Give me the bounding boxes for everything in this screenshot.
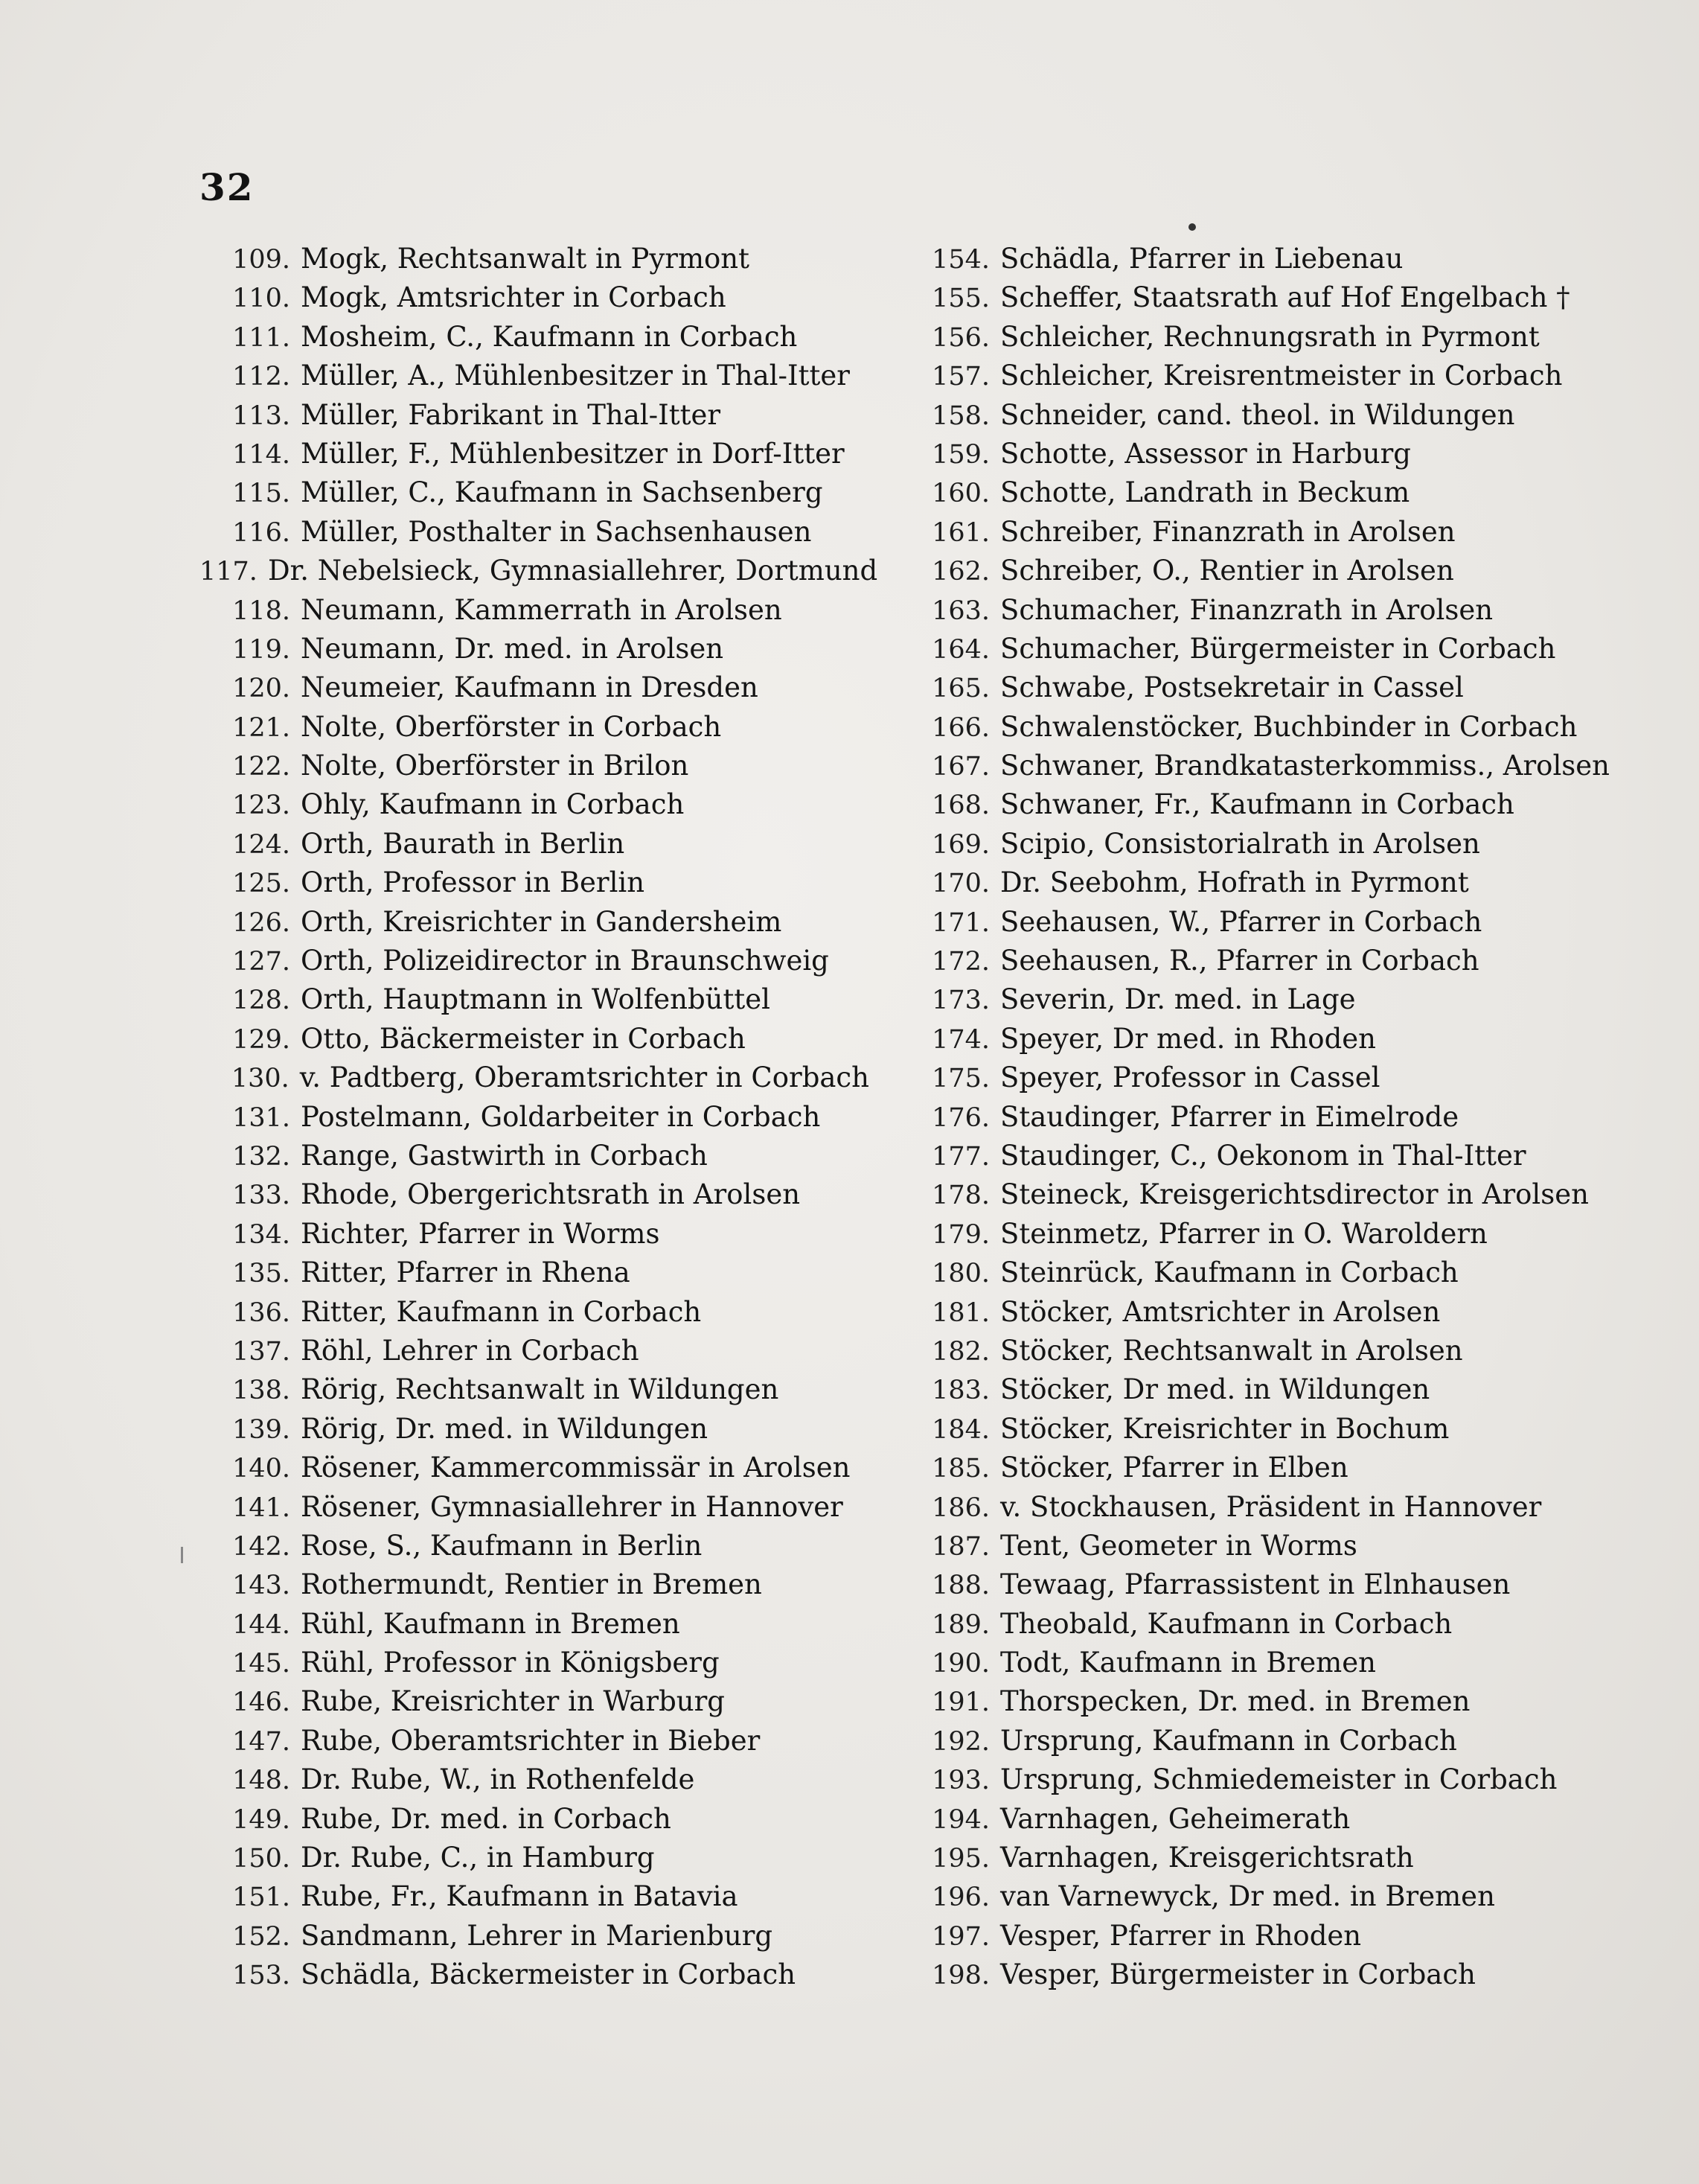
- entry-text: Stöcker, Kreisrichter in Bochum: [1000, 1412, 1450, 1445]
- list-item: [199, 473, 869, 512]
- list-item: [199, 1605, 869, 1644]
- list-item: [899, 1565, 1643, 1604]
- entry-number: 142.: [232, 1531, 290, 1562]
- entry-text: v. Stockhausen, Präsident in Hannover: [1000, 1490, 1542, 1523]
- entry-text: Varnhagen, Geheimerath: [1000, 1802, 1351, 1835]
- entry-number: 181.: [932, 1297, 990, 1328]
- list-item: [899, 785, 1643, 824]
- entry-number: 119.: [232, 634, 290, 665]
- entry-text: Speyer, Professor in Cassel: [1000, 1061, 1380, 1094]
- entry-text: Rösener, Gymnasiallehrer in Hannover: [301, 1490, 843, 1523]
- entry-number: 145.: [232, 1649, 290, 1679]
- left-column-list: [199, 240, 878, 1995]
- list-item: [899, 435, 1643, 473]
- entry-text: Theobald, Kaufmann in Corbach: [1000, 1607, 1453, 1640]
- entry-number: 195.: [932, 1844, 990, 1874]
- entry-number: 197.: [932, 1921, 990, 1952]
- entry-number: 176.: [932, 1102, 990, 1133]
- ink-dot: [1188, 223, 1196, 231]
- entry-text: Scheffer, Staatsrath auf Hof Engelbach †: [1000, 281, 1570, 314]
- entry-number: 192.: [932, 1726, 990, 1757]
- list-item: [899, 630, 1643, 668]
- list-item: [199, 1800, 869, 1839]
- entry-text: Ursprung, Kaufmann in Corbach: [1000, 1724, 1457, 1757]
- entry-text: Nolte, Oberförster in Brilon: [301, 750, 689, 782]
- list-item: [899, 473, 1643, 512]
- entry-number: 140.: [232, 1454, 290, 1484]
- entry-text: Sandmann, Lehrer in Marienburg: [301, 1919, 773, 1952]
- entry-text: Neumeier, Kaufmann in Dresden: [301, 671, 758, 704]
- list-item: [899, 591, 1643, 630]
- list-item: [899, 552, 1643, 590]
- entry-number: 117.: [199, 557, 257, 587]
- entry-text: Postelmann, Goldarbeiter in Corbach: [301, 1100, 821, 1133]
- entry-text: Rhode, Obergerichtsrath in Arolsen: [301, 1178, 801, 1211]
- entry-number: 111.: [232, 322, 290, 353]
- entry-number: 113.: [232, 400, 290, 431]
- entry-number: 137.: [232, 1336, 290, 1367]
- entry-text: Orth, Baurath in Berlin: [301, 827, 625, 860]
- entry-number: 153.: [232, 1961, 290, 1991]
- entry-text: Schädla, Bäckermeister in Corbach: [301, 1958, 796, 1991]
- entry-text: Rothermundt, Rentier in Bremen: [301, 1568, 762, 1601]
- entry-number: 155.: [932, 284, 990, 314]
- entry-text: Ohly, Kaufmann in Corbach: [301, 788, 685, 821]
- entry-text: Rörig, Rechtsanwalt in Wildungen: [301, 1373, 779, 1406]
- entry-text: Neumann, Dr. med. in Arolsen: [301, 632, 724, 665]
- entry-number: 130.: [231, 1064, 289, 1094]
- entry-number: 148.: [232, 1766, 290, 1796]
- list-item: [199, 1175, 869, 1214]
- entry-number: 156.: [932, 322, 990, 353]
- entry-number: 172.: [932, 947, 990, 977]
- entry-text: Schreiber, Finanzrath in Arolsen: [1000, 515, 1456, 548]
- list-item: [199, 630, 869, 668]
- entry-number: 116.: [232, 517, 290, 548]
- entry-number: 154.: [932, 245, 990, 275]
- entry-text: Speyer, Dr med. in Rhoden: [1000, 1022, 1376, 1055]
- list-item: [899, 1488, 1643, 1527]
- list-item: [199, 1370, 869, 1409]
- list-item: [199, 357, 869, 395]
- list-item: [199, 785, 869, 824]
- entry-number: 110.: [232, 284, 290, 314]
- entry-number: 168.: [932, 791, 990, 821]
- entry-number: 143.: [232, 1571, 290, 1601]
- entry-text: Severin, Dr. med. in Lage: [1000, 983, 1356, 1016]
- entry-text: Rühl, Kaufmann in Bremen: [301, 1607, 680, 1640]
- list-item: [899, 1605, 1643, 1644]
- list-item: [899, 747, 1643, 785]
- entry-number: 189.: [932, 1609, 990, 1640]
- list-item: [199, 435, 869, 473]
- entry-number: 166.: [932, 712, 990, 743]
- entry-text: Steinrück, Kaufmann in Corbach: [1000, 1257, 1459, 1289]
- list-item: [899, 278, 1643, 317]
- entry-number: 126.: [232, 907, 290, 938]
- entry-text: Orth, Hauptmann in Wolfenbüttel: [301, 983, 770, 1016]
- entry-number: 159.: [932, 439, 990, 470]
- list-item: [199, 1760, 869, 1799]
- entry-text: Stöcker, Dr med. in Wildungen: [1000, 1373, 1430, 1406]
- list-item: [199, 552, 878, 590]
- entry-number: 158.: [932, 400, 990, 431]
- list-item: [899, 1059, 1643, 1097]
- entry-number: 180.: [932, 1259, 990, 1289]
- entry-text: Schleicher, Kreisrentmeister in Corbach: [1000, 360, 1563, 392]
- list-item: [199, 863, 869, 902]
- entry-number: 118.: [232, 596, 290, 626]
- entry-text: Ritter, Pfarrer in Rhena: [301, 1257, 630, 1289]
- list-item: [199, 1488, 869, 1527]
- entry-number: 152.: [232, 1921, 290, 1952]
- list-item: [199, 1254, 869, 1292]
- list-item: [199, 1955, 869, 1994]
- list-item: [199, 1332, 869, 1370]
- entry-text: Tent, Geometer in Worms: [1000, 1529, 1357, 1562]
- list-item: [899, 1293, 1643, 1332]
- entry-text: Rube, Fr., Kaufmann in Batavia: [301, 1880, 738, 1913]
- list-item: [899, 1137, 1643, 1175]
- entry-text: Seehausen, W., Pfarrer in Corbach: [1000, 905, 1482, 938]
- entry-text: Schwabe, Postsekretair in Cassel: [1000, 671, 1464, 704]
- list-item: [199, 1098, 869, 1137]
- entry-text: Orth, Professor in Berlin: [301, 866, 645, 899]
- entry-text: Dr. Rube, W., in Rothenfelde: [301, 1763, 695, 1796]
- list-item: [199, 1722, 869, 1760]
- entry-number: 150.: [232, 1844, 290, 1874]
- list-item: [899, 1800, 1643, 1839]
- list-item: [899, 1370, 1643, 1409]
- entry-number: 151.: [232, 1883, 290, 1913]
- entry-text: Schreiber, O., Rentier in Arolsen: [1000, 555, 1454, 587]
- entry-text: Rörig, Dr. med. in Wildungen: [301, 1412, 708, 1445]
- entry-number: 161.: [932, 517, 990, 548]
- entry-number: 128.: [232, 986, 290, 1016]
- list-item: [199, 1565, 869, 1604]
- entry-text: Orth, Polizeidirector in Braunschweig: [301, 945, 829, 977]
- entry-number: 112.: [232, 362, 290, 392]
- entry-text: Stöcker, Pfarrer in Elben: [1000, 1452, 1348, 1484]
- entry-text: Schwaner, Brandkatasterkommiss., Arolsen: [1000, 750, 1610, 782]
- entry-number: 162.: [932, 557, 990, 587]
- entry-number: 183.: [932, 1376, 990, 1406]
- entry-number: 193.: [932, 1766, 990, 1796]
- list-item: [199, 1059, 869, 1097]
- entry-number: 184.: [932, 1414, 990, 1445]
- entry-number: 198.: [932, 1961, 990, 1991]
- list-item: [899, 1722, 1643, 1760]
- entry-text: Röhl, Lehrer in Corbach: [301, 1334, 639, 1367]
- list-item: [899, 1760, 1643, 1799]
- entry-number: 125.: [232, 869, 290, 899]
- entry-number: 147.: [232, 1726, 290, 1757]
- list-item: [899, 825, 1643, 863]
- entry-text: Orth, Kreisrichter in Gandersheim: [301, 905, 782, 938]
- list-item: [199, 318, 869, 357]
- entry-text: Rose, S., Kaufmann in Berlin: [301, 1529, 703, 1562]
- entry-number: 191.: [932, 1688, 990, 1718]
- entry-number: 194.: [932, 1804, 990, 1835]
- entry-number: 127.: [232, 947, 290, 977]
- list-item: [199, 1917, 869, 1955]
- entry-text: Schwalenstöcker, Buchbinder in Corbach: [1000, 710, 1578, 743]
- list-item: [199, 708, 869, 747]
- entry-number: 173.: [932, 986, 990, 1016]
- entry-text: van Varnewyck, Dr med. in Bremen: [1000, 1880, 1495, 1913]
- entry-number: 182.: [932, 1336, 990, 1367]
- list-item: [199, 825, 869, 863]
- entry-text: Dr. Seebohm, Hofrath in Pyrmont: [1000, 866, 1469, 899]
- entry-number: 144.: [232, 1609, 290, 1640]
- entry-text: Dr. Rube, C., in Hamburg: [301, 1842, 655, 1874]
- list-item: [899, 357, 1643, 395]
- right-column-list: [899, 240, 1643, 1995]
- entry-text: Otto, Bäckermeister in Corbach: [301, 1022, 746, 1055]
- entry-number: 115.: [232, 479, 290, 509]
- list-item: [199, 1137, 869, 1175]
- entry-number: 109.: [232, 245, 290, 275]
- entry-text: Müller, C., Kaufmann in Sachsenberg: [301, 476, 823, 509]
- entry-text: Schleicher, Rechnungsrath in Pyrmont: [1000, 320, 1540, 353]
- list-item: [899, 1955, 1643, 1994]
- list-item: [899, 318, 1643, 357]
- entry-text: Rube, Kreisrichter in Warburg: [301, 1685, 725, 1718]
- entry-number: 129.: [232, 1024, 290, 1055]
- list-item: [899, 863, 1643, 902]
- entry-text: Nolte, Oberförster in Corbach: [301, 710, 722, 743]
- entry-text: Müller, Posthalter in Sachsenhausen: [301, 515, 812, 548]
- list-item: [199, 942, 869, 980]
- list-item: [899, 1644, 1643, 1682]
- entry-number: 139.: [232, 1414, 290, 1445]
- list-item: [899, 1449, 1643, 1487]
- entry-number: 165.: [932, 674, 990, 704]
- entry-text: Staudinger, Pfarrer in Eimelrode: [1000, 1100, 1459, 1133]
- entry-text: Tewaag, Pfarrassistent in Elnhausen: [1000, 1568, 1511, 1601]
- entry-text: Schumacher, Finanzrath in Arolsen: [1000, 593, 1494, 626]
- entry-text: Thorspecken, Dr. med. in Bremen: [1000, 1685, 1471, 1718]
- entry-text: v. Padtberg, Oberamtsrichter in Corbach: [299, 1061, 869, 1094]
- list-item: [199, 1839, 869, 1877]
- margin-mark: [181, 1547, 183, 1563]
- entry-text: Richter, Pfarrer in Worms: [301, 1217, 660, 1250]
- entry-number: 167.: [932, 752, 990, 782]
- entry-number: 179.: [932, 1219, 990, 1250]
- list-item: [899, 1254, 1643, 1292]
- entry-text: Seehausen, R., Pfarrer in Corbach: [1000, 945, 1479, 977]
- list-item: [199, 513, 869, 552]
- entry-text: Staudinger, C., Oekonom in Thal-Itter: [1000, 1139, 1526, 1172]
- list-item: [199, 747, 869, 785]
- list-item: [199, 240, 869, 278]
- entry-number: 123.: [232, 791, 290, 821]
- list-item: [199, 1020, 869, 1059]
- list-item: [899, 1527, 1643, 1565]
- entry-number: 186.: [932, 1492, 990, 1523]
- entry-number: 133.: [232, 1181, 290, 1211]
- entry-text: Steinmetz, Pfarrer in O. Waroldern: [1000, 1217, 1488, 1250]
- entry-text: Stöcker, Rechtsanwalt in Arolsen: [1000, 1334, 1463, 1367]
- list-item: [199, 1449, 869, 1487]
- list-item: [199, 668, 869, 707]
- list-item: [899, 1877, 1643, 1916]
- list-item: [899, 1332, 1643, 1370]
- entry-text: Rube, Oberamtsrichter in Bieber: [301, 1724, 761, 1757]
- entry-number: 122.: [232, 752, 290, 782]
- entry-text: Todt, Kaufmann in Bremen: [1000, 1647, 1376, 1679]
- list-item: [199, 1527, 869, 1565]
- list-item: [899, 240, 1643, 278]
- entry-number: 196.: [932, 1883, 990, 1913]
- entry-text: Schotte, Landrath in Beckum: [1000, 476, 1410, 509]
- entry-number: 157.: [932, 362, 990, 392]
- entry-text: Schumacher, Bürgermeister in Corbach: [1000, 632, 1556, 665]
- entry-number: 160.: [932, 479, 990, 509]
- list-item: [199, 396, 869, 435]
- page-number: 32: [199, 165, 255, 209]
- list-item: [199, 1877, 869, 1916]
- entry-text: Rühl, Professor in Königsberg: [301, 1647, 720, 1679]
- list-item: [199, 903, 869, 942]
- entry-text: Steineck, Kreisgerichtsdirector in Arolsen: [1000, 1178, 1589, 1211]
- list-item: [899, 1839, 1643, 1877]
- entry-number: 163.: [932, 596, 990, 626]
- entry-text: Range, Gastwirth in Corbach: [301, 1139, 708, 1172]
- entry-number: 141.: [232, 1492, 290, 1523]
- entry-number: 132.: [232, 1141, 290, 1172]
- entry-number: 131.: [232, 1102, 290, 1133]
- entry-number: 170.: [932, 869, 990, 899]
- list-item: [899, 1175, 1643, 1214]
- entry-text: Müller, A., Mühlenbesitzer in Thal-Itter: [301, 360, 850, 392]
- entry-number: 135.: [232, 1259, 290, 1289]
- entry-number: 164.: [932, 634, 990, 665]
- entry-number: 114.: [232, 439, 290, 470]
- list-item: [899, 1020, 1643, 1059]
- entry-number: 190.: [932, 1649, 990, 1679]
- entry-number: 124.: [232, 829, 290, 860]
- entry-number: 185.: [932, 1454, 990, 1484]
- entry-text: Müller, Fabrikant in Thal-Itter: [301, 398, 721, 431]
- list-item: [199, 980, 869, 1019]
- entry-text: Müller, F., Mühlenbesitzer in Dorf-Itter: [301, 437, 845, 470]
- entry-number: 136.: [232, 1297, 290, 1328]
- list-item: [199, 1682, 869, 1721]
- entry-number: 121.: [232, 712, 290, 743]
- entry-number: 187.: [932, 1531, 990, 1562]
- entry-text: Mogk, Rechtsanwalt in Pyrmont: [301, 243, 750, 275]
- entry-number: 149.: [232, 1804, 290, 1835]
- list-item: [199, 591, 869, 630]
- entry-text: Mosheim, C., Kaufmann in Corbach: [301, 320, 798, 353]
- entry-text: Schneider, cand. theol. in Wildungen: [1000, 398, 1515, 431]
- entry-text: Mogk, Amtsrichter in Corbach: [301, 281, 726, 314]
- entry-number: 134.: [232, 1219, 290, 1250]
- list-item: [199, 1410, 869, 1449]
- list-item: [899, 980, 1643, 1019]
- entry-text: Vesper, Pfarrer in Rhoden: [1000, 1919, 1362, 1952]
- entry-text: Neumann, Kammerrath in Arolsen: [301, 593, 782, 626]
- list-item: [899, 1215, 1643, 1254]
- entry-text: Vesper, Bürgermeister in Corbach: [1000, 1958, 1476, 1991]
- list-item: [899, 668, 1643, 707]
- list-item: [199, 1644, 869, 1682]
- list-item: [899, 513, 1643, 552]
- entry-number: 146.: [232, 1688, 290, 1718]
- entry-number: 120.: [232, 674, 290, 704]
- entry-text: Schotte, Assessor in Harburg: [1000, 437, 1411, 470]
- entry-text: Scipio, Consistorialrath in Arolsen: [1000, 827, 1480, 860]
- entry-number: 169.: [932, 829, 990, 860]
- entry-number: 175.: [932, 1064, 990, 1094]
- list-item: [899, 1098, 1643, 1137]
- entry-text: Schädla, Pfarrer in Liebenau: [1000, 243, 1404, 275]
- list-item: [199, 1215, 869, 1254]
- entry-text: Rösener, Kammercommissär in Arolsen: [301, 1452, 851, 1484]
- entry-text: Ursprung, Schmiedemeister in Corbach: [1000, 1763, 1558, 1796]
- entry-number: 171.: [932, 907, 990, 938]
- list-item: [899, 708, 1643, 747]
- list-item: [899, 1917, 1643, 1955]
- entry-text: Dr. Nebelsieck, Gymnasiallehrer, Dortmund: [267, 555, 878, 587]
- entry-text: Schwaner, Fr., Kaufmann in Corbach: [1000, 788, 1514, 821]
- entry-number: 138.: [232, 1376, 290, 1406]
- entry-text: Stöcker, Amtsrichter in Arolsen: [1000, 1295, 1441, 1328]
- entry-number: 174.: [932, 1024, 990, 1055]
- entry-number: 178.: [932, 1181, 990, 1211]
- entry-text: Rube, Dr. med. in Corbach: [301, 1802, 671, 1835]
- list-item: [899, 942, 1643, 980]
- entry-text: Ritter, Kaufmann in Corbach: [301, 1295, 702, 1328]
- entry-number: 177.: [932, 1141, 990, 1172]
- list-item: [199, 278, 869, 317]
- entry-number: 188.: [932, 1571, 990, 1601]
- list-item: [899, 1682, 1643, 1721]
- list-item: [199, 1293, 869, 1332]
- list-item: [899, 1410, 1643, 1449]
- entry-text: Varnhagen, Kreisgerichtsrath: [1000, 1842, 1414, 1874]
- list-item: [899, 903, 1643, 942]
- list-item: [899, 396, 1643, 435]
